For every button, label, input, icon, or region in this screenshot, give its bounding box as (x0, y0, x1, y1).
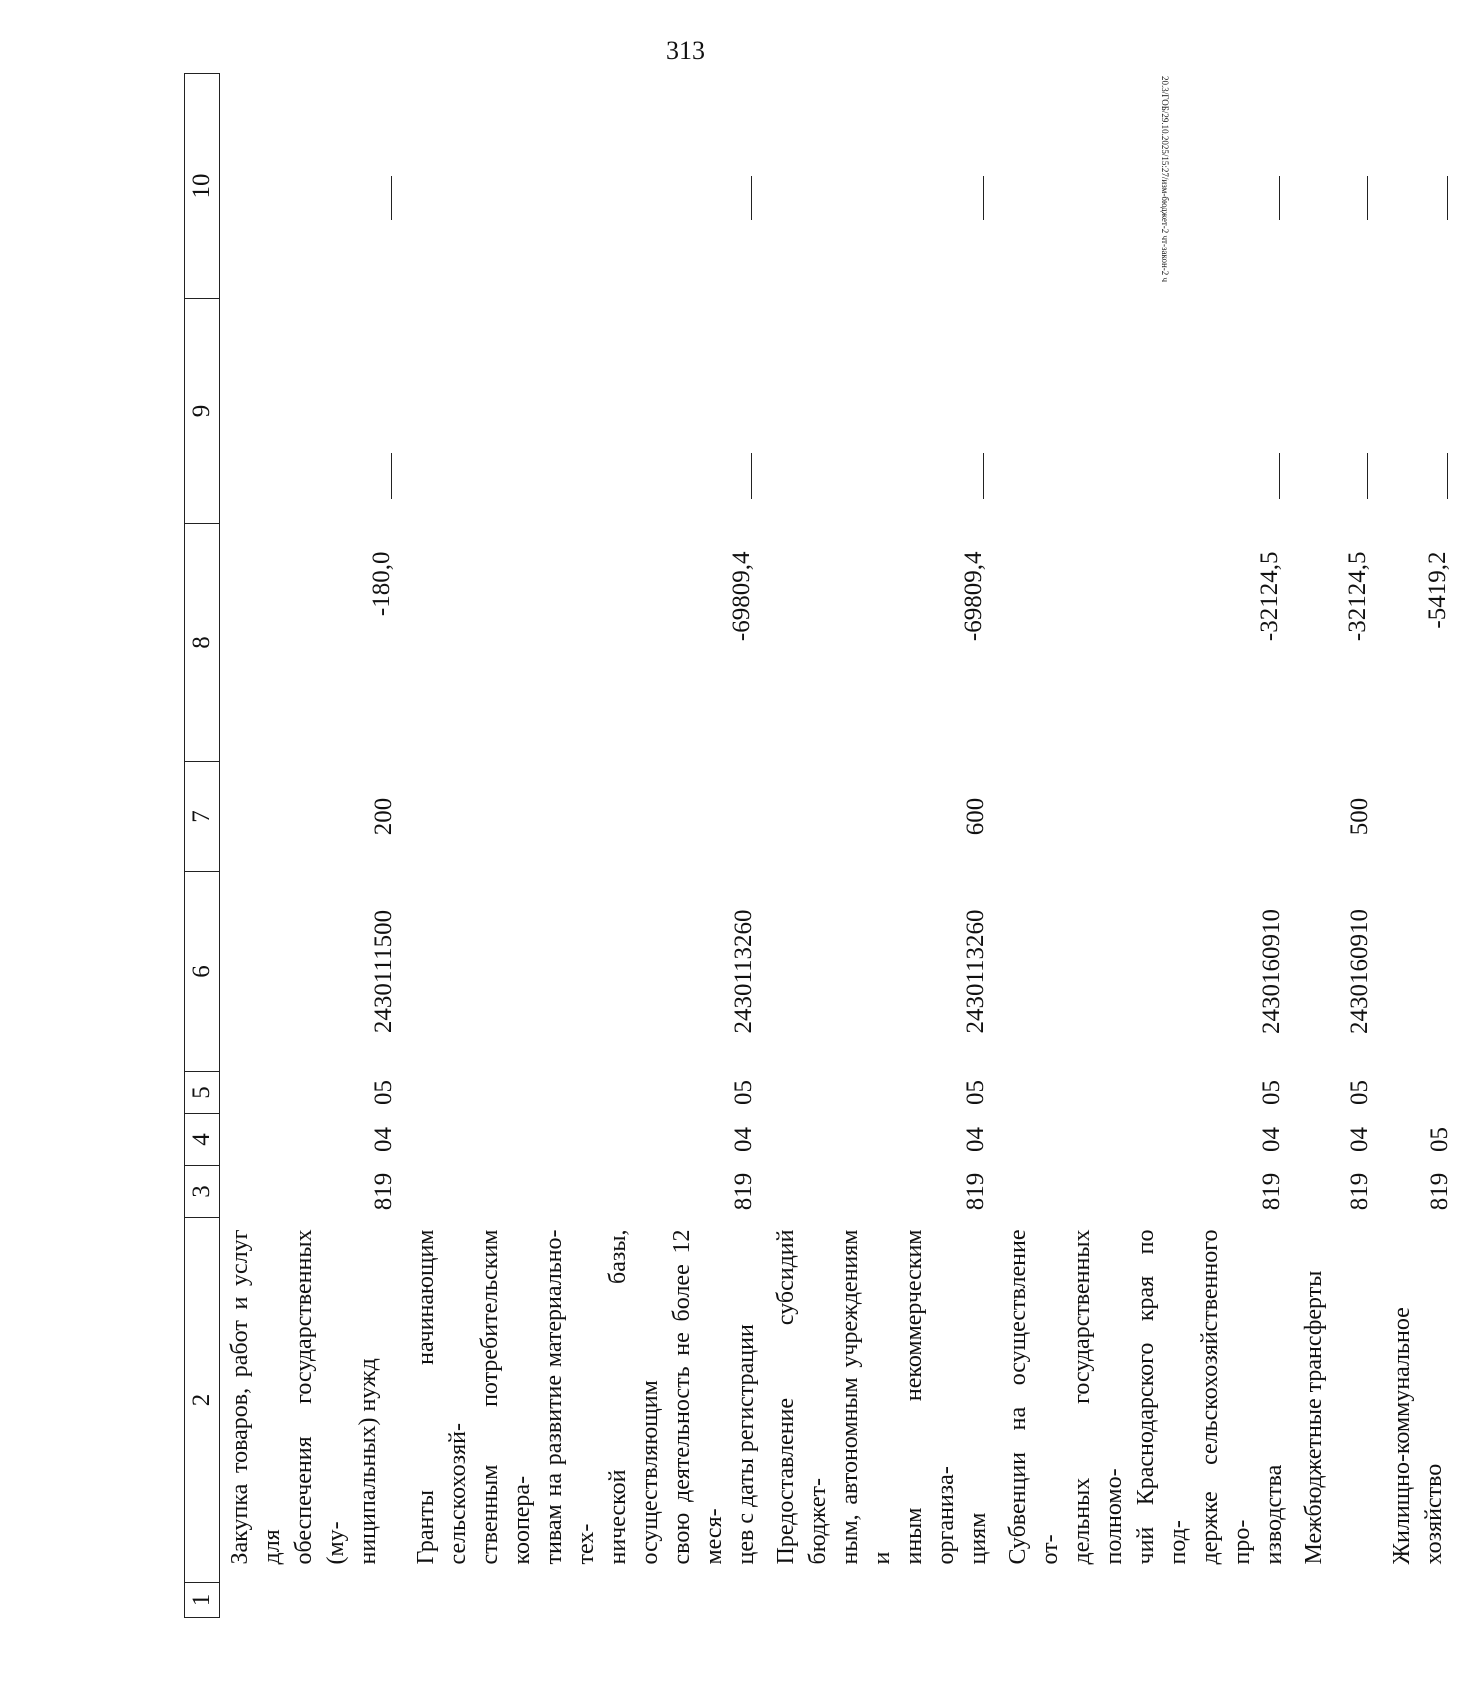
section-code: 04 (730, 1127, 757, 1152)
amount: -69809,4 (728, 551, 755, 642)
table-row (998, 74, 1294, 1618)
subsection-code: 05 (1258, 1080, 1285, 1105)
dash-mark (1279, 177, 1281, 221)
column-header: 1 (185, 1583, 220, 1618)
dash-mark (1367, 454, 1369, 500)
subsection-code (1382, 1072, 1462, 1114)
column-header: 6 (185, 872, 220, 1072)
ministry-code: 819 (370, 1172, 397, 1211)
table-row (1382, 74, 1462, 1618)
section-code: 04 (1346, 1127, 1373, 1152)
dash-mark (391, 177, 393, 221)
expense-type-code: 500 (1346, 797, 1373, 836)
table-row (406, 74, 766, 1618)
amount: -32124,5 (1344, 551, 1371, 642)
expense-type-code: 200 (370, 797, 397, 836)
target-article-code: 2430160910 (1258, 909, 1285, 1034)
section-code: 04 (1258, 1127, 1285, 1152)
section-code: 04 (962, 1127, 989, 1152)
target-article-code: 2430113260 (730, 909, 757, 1034)
row-description: Предоставление субсидий бюджет- ным, автономным учреждениям и иным некоммерческим организа- циям (773, 1229, 991, 1565)
ministry-code: 819 (1426, 1172, 1453, 1211)
expense-type-code (406, 762, 766, 872)
ministry-code: 819 (1258, 1172, 1285, 1211)
empty-value-dash (766, 74, 998, 299)
target-article-code: 2430113260 (962, 909, 989, 1034)
expense-type-code: 600 (962, 797, 989, 836)
empty-value-dash (1294, 74, 1382, 299)
empty-value-dash (220, 74, 407, 299)
amount: -69809,4 (960, 551, 987, 642)
column-header: 8 (185, 524, 220, 762)
expense-type-code (1382, 762, 1462, 872)
page-number: 313 (666, 36, 705, 65)
empty-value-dash (1382, 74, 1462, 299)
amount: -180,0 (368, 551, 395, 617)
empty-value-dash (766, 299, 998, 524)
dash-mark (1367, 177, 1369, 221)
section-code: 04 (370, 1127, 397, 1152)
subsection-code: 05 (962, 1080, 989, 1105)
dash-mark (751, 454, 753, 500)
target-article-code: 2430111500 (370, 909, 397, 1034)
table-row (1294, 74, 1382, 1618)
amount: -32124,5 (1256, 551, 1283, 642)
dash-mark (391, 454, 393, 500)
ministry-code: 819 (962, 1172, 989, 1211)
dash-mark (751, 177, 753, 221)
ministry-code: 819 (1346, 1172, 1373, 1211)
subsection-code: 05 (730, 1080, 757, 1105)
dash-mark (1279, 454, 1281, 500)
row-description: Межбюджетные трансферты (1301, 1270, 1327, 1565)
row-description: Субвенции на осуществление от- дельных государственных полномо- чий Краснодарского края по под- держке сельскохозяйственного про- изводства (1005, 1229, 1287, 1565)
empty-value-dash (998, 299, 1294, 524)
empty-value-dash (406, 299, 766, 524)
dash-mark (1447, 454, 1449, 500)
empty-value-dash (998, 74, 1294, 299)
table-header-row (185, 74, 220, 1618)
empty-value-dash (220, 299, 407, 524)
column-header: 7 (185, 762, 220, 872)
expense-type-code (998, 762, 1294, 872)
subsection-code: 05 (1346, 1080, 1373, 1105)
dash-mark (983, 454, 985, 500)
row-description: Гранты начинающим сельскохозяй- ственным потребительским коопера- тивам на развитие материально-тех- нической базы, осуществляющим свою деятельность не более 12 меся- цев с даты регистрации (413, 1229, 759, 1565)
column-header: 5 (185, 1072, 220, 1114)
dash-mark (1447, 177, 1449, 221)
section-code: 05 (1426, 1127, 1453, 1152)
empty-value-dash (1294, 299, 1382, 524)
empty-value-dash (1382, 299, 1462, 524)
empty-value-dash (406, 74, 766, 299)
dash-mark (983, 177, 985, 221)
target-article-code: 2430160910 (1346, 909, 1373, 1034)
row-description: Закупка товаров, работ и услуг для обеспечения государственных (му- ниципальных) нужд (227, 1229, 381, 1565)
target-article-code (1382, 872, 1462, 1072)
ministry-code: 819 (730, 1172, 757, 1211)
row-description: Жилищно-коммунальное хозяйство (1389, 1307, 1447, 1565)
column-header: 10 (185, 74, 220, 299)
amount: -5419,2 (1424, 551, 1451, 629)
column-header: 3 (185, 1166, 220, 1218)
budget-table (184, 73, 1462, 1618)
table-row (220, 74, 407, 1618)
subsection-code: 05 (370, 1080, 397, 1105)
footer-code: 20.3/ГОБ/29.10.2025/15:27/изм-бюджет-2 чт-закон-2 ч (1160, 76, 1170, 283)
column-header: 4 (185, 1114, 220, 1166)
table-row (766, 74, 998, 1618)
column-header: 2 (185, 1218, 220, 1583)
column-header: 9 (185, 299, 220, 524)
